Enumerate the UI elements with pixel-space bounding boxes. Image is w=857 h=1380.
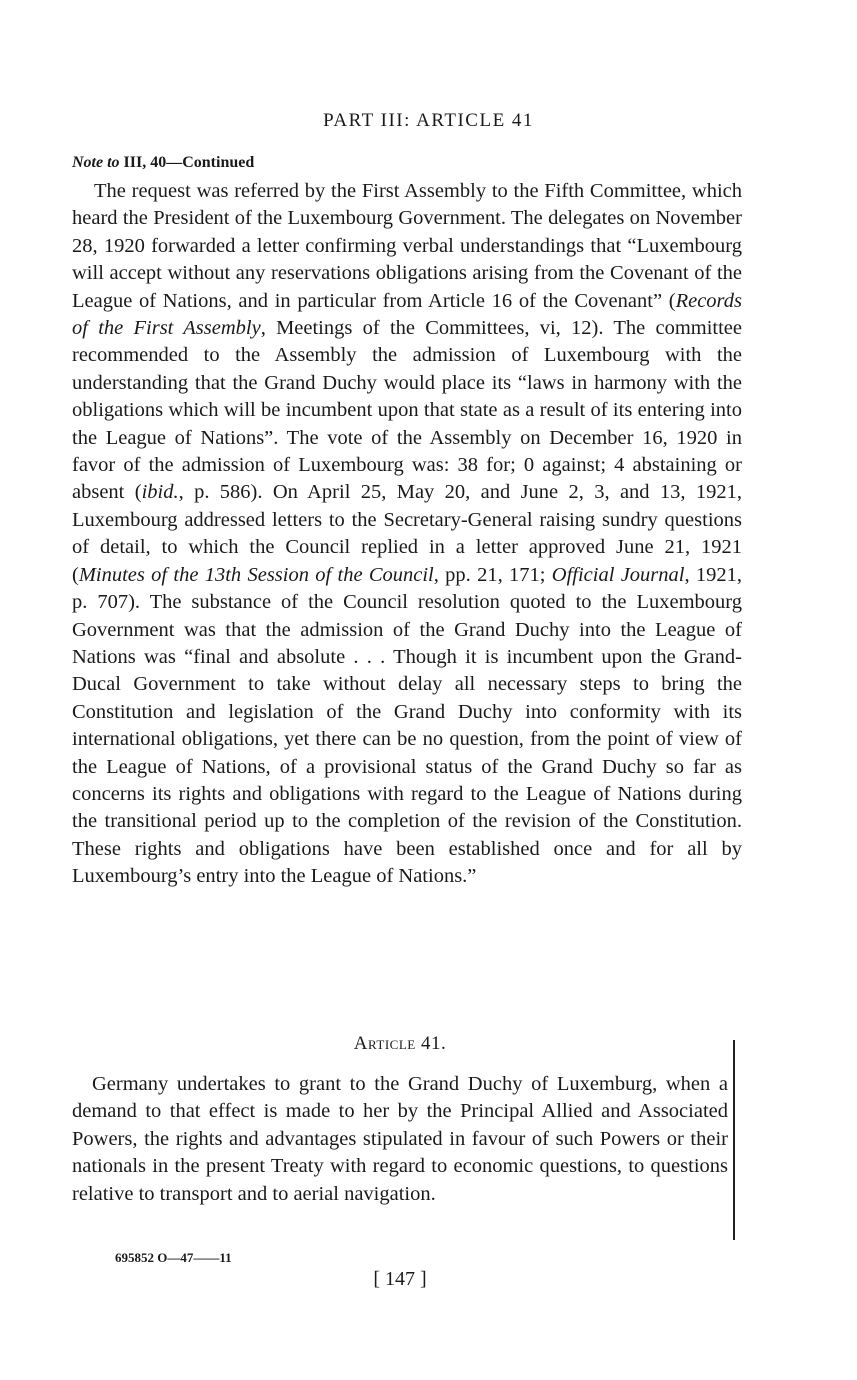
page-number: [ 147 ]	[373, 1268, 427, 1290]
note-heading-rest: III, 40—Continued	[123, 154, 255, 171]
note-body-paragraph	[72, 178, 742, 891]
minutes-citation: Minutes of the 13th Session of the Council	[78, 563, 434, 586]
running-head: PART III: ARTICLE 41	[323, 110, 534, 131]
note-heading	[72, 154, 254, 172]
note-heading-prefix: Note to	[72, 154, 120, 171]
note-text-1: The request was referred by the First Assembly to the Fifth Committee, which heard the President of the Luxembourg Government. The delegates on November 28, 1920 forwarded a letter confirming verbal understandings that “Luxembourg will accept without any reservations obligations arising from the Covenant of the League of Nations, and in particular from Article 16 of the Covenant” (	[72, 180, 742, 312]
print-code: 695852 O—47——11	[115, 1250, 232, 1265]
article-heading-text: Article 41.	[353, 1033, 447, 1054]
note-text-4: , pp. 21, 171;	[433, 563, 552, 586]
note-text-2: , Meetings of the Committees, vi, 12). The committee recommended to the Assembly the admission of Luxembourg with the understanding that the Grand Duchy would place its “laws in harmony with the obligations which will be incumbent upon that state as a result of its entering into the League of Nations”. The vote of the Assembly on December 16, 1920 in favor of the admission of Luxembourg was: 38 for; 0 against; 4 abstaining or absent (	[72, 317, 742, 504]
journal-citation: Official Journal	[551, 563, 685, 586]
note-text-5: , 1921, p. 707). The substance of the Council resolution quoted to the Luxembourg Government was that the admission of the Grand Duchy into the League of Nations was “final and absolute . . . Though it is incumbent upon the Grand-Ducal Government to take without delay all necessary steps to bring the Constitution and legislation of the Grand Duchy into conformity with its international obligations, yet there can be no question, from the point of view of the League of Nations, of a provisional status of the Grand Duchy so far as concerns its rights and obligations with regard to the League of Nations during the transitional period up to the completion of the revision of the Constitution. These rights and obligations have been established once and for all by Luxembourg’s entry into the League of Nations.”	[72, 563, 743, 888]
ibid-citation: ibid.	[141, 481, 179, 504]
records-citation: Records of the First Assembly	[72, 289, 742, 340]
note-text-3: , p. 586). On April 25, May 20, and June 2, 3, and 13, 1921, Luxembourg addressed letters to the Secretary-General raising sundry questions of detail, to which the Council replied in a letter approved June 21, 1921 (	[72, 481, 743, 586]
margin-rule	[733, 1040, 735, 1240]
article-text: Germany undertakes to grant to the Grand Duchy of Luxemburg, when a demand to that effect is made to her by the Principal Allied and Associated Powers, the rights and advantages stipulated in favour of such Powers or their nationals in the present Treaty with regard to economic questions, to questions relative to transport and to aerial navigation.	[72, 1073, 728, 1205]
article-heading	[0, 1033, 800, 1055]
